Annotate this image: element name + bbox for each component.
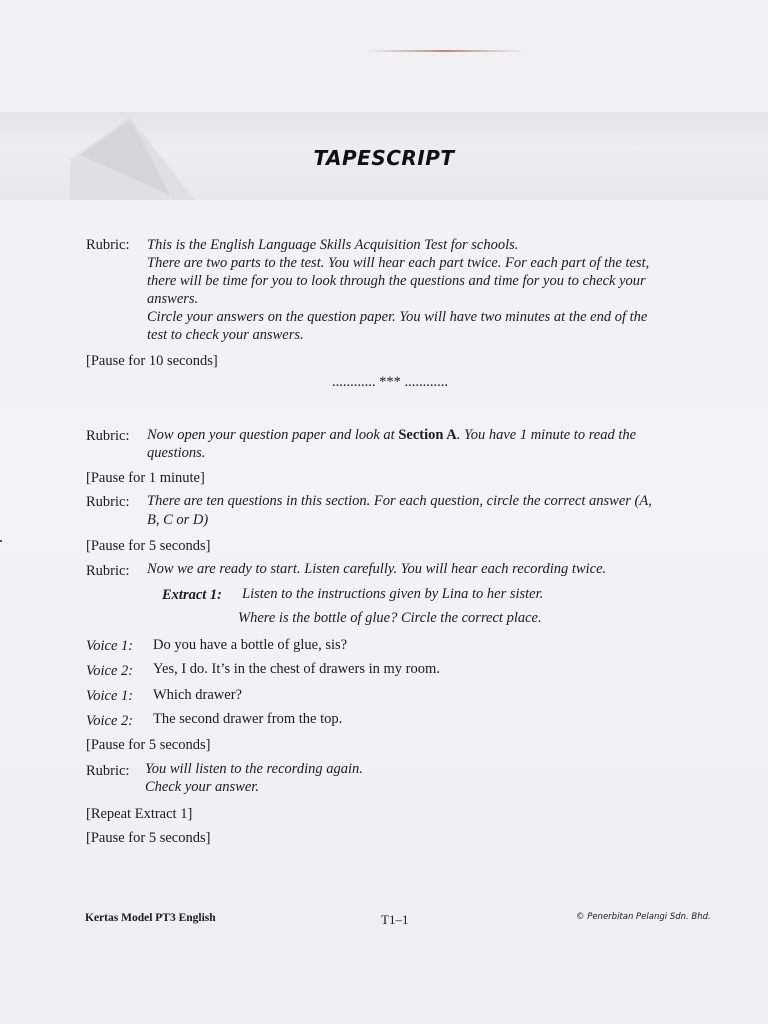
rubric-line: You will listen to the recording again.: [145, 761, 363, 777]
dialogue-line: Yes, I do. It’s in the chest of drawers in my room.: [153, 661, 440, 677]
rubric-line: there will be time for you to look through the questions and time for you to check your: [147, 273, 646, 289]
pause-instruction: [Pause for 10 seconds]: [86, 353, 218, 369]
extract-label: Extract 1:: [162, 587, 223, 603]
page-title: TAPESCRIPT: [313, 146, 455, 170]
speaker-label: Voice 1:: [86, 638, 134, 654]
pause-instruction: [Pause for 5 seconds]: [86, 538, 211, 554]
rubric-label: Rubric:: [86, 237, 130, 253]
extract-line: Where is the bottle of glue? Circle the correct place.: [238, 610, 542, 626]
rubric-line: This is the English Language Skills Acquisition Test for schools.: [147, 237, 519, 253]
page-number: T1–1: [381, 912, 409, 927]
footer-copyright: © Penerbitan Pelangi Sdn. Bhd.: [576, 912, 711, 922]
top-rule: [365, 50, 525, 52]
scan-speck: [0, 540, 2, 542]
dialogue-line: Which drawer?: [153, 687, 242, 703]
rubric-line: There are ten questions in this section. For each question, circle the correct answer (A,: [147, 493, 652, 509]
rubric-line: Now we are ready to start. Listen carefully. You will hear each recording twice.: [147, 561, 607, 577]
rubric-line: questions.: [147, 445, 206, 461]
dialogue-line: Do you have a bottle of glue, sis?: [153, 637, 348, 653]
pause-instruction: [Pause for 1 minute]: [86, 470, 205, 486]
rubric-line: There are two parts to the test. You will hear each part twice. For each part of the test,: [147, 255, 650, 271]
speaker-label: Voice 2:: [86, 663, 134, 679]
footer-book-title: Kertas Model PT3 English: [85, 912, 216, 924]
speaker-label: Voice 1:: [86, 688, 134, 704]
section-a-ref: Section A: [398, 427, 457, 443]
rubric-label: Rubric:: [86, 494, 130, 510]
rubric-label: Rubric:: [86, 763, 130, 779]
dialogue-line: The second drawer from the top.: [153, 711, 343, 727]
rubric-label: Rubric:: [86, 563, 130, 579]
rubric-line: Now open your question paper and look at Section A. You have 1 minute to read the: [147, 427, 637, 443]
repeat-instruction: [Repeat Extract 1]: [86, 806, 193, 822]
speaker-label: Voice 2:: [86, 713, 134, 729]
rubric-line: Check your answer.: [145, 779, 259, 795]
rubric-line: answers.: [147, 291, 199, 307]
extract-line: Listen to the instructions given by Lina to her sister.: [242, 586, 544, 602]
rubric-label: Rubric:: [86, 428, 130, 444]
pause-instruction: [Pause for 5 seconds]: [86, 830, 211, 846]
rubric-line: B, C or D): [147, 512, 209, 528]
rubric-line: Circle your answers on the question paper. You will have two minutes at the end of the: [147, 309, 648, 325]
pause-instruction: [Pause for 5 seconds]: [86, 737, 211, 753]
rubric-line: test to check your answers.: [147, 327, 304, 343]
separator: ............ *** ............: [332, 374, 448, 390]
